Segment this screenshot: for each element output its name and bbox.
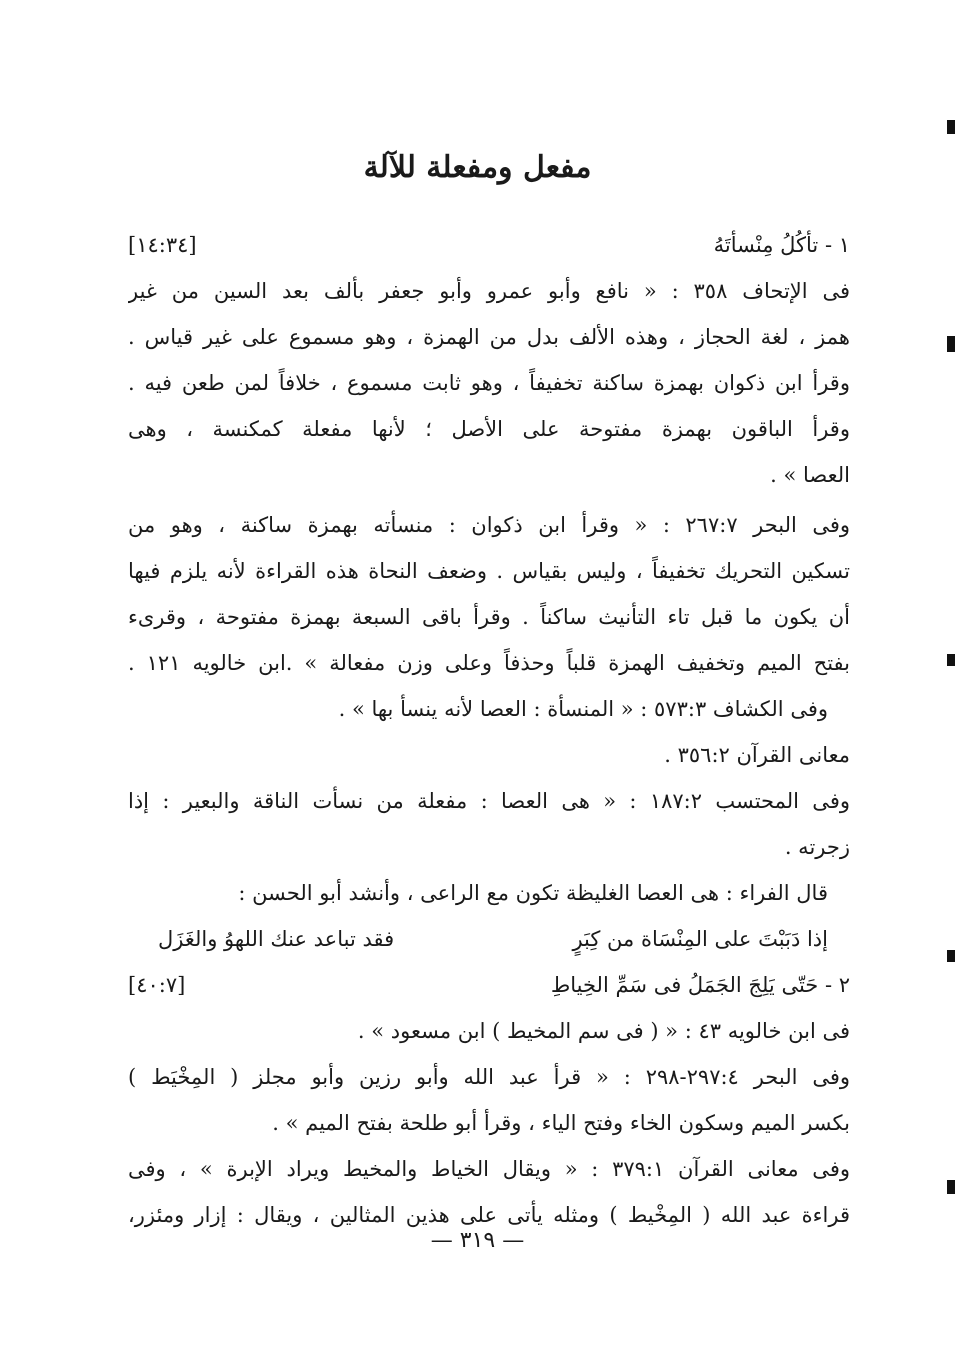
page-body bbox=[128, 222, 850, 1238]
text-line: وفى البحر ٢٩٧:٤-٢٩٨ : « قرأ عبد الله وأبو رزين وأبو مجلز ( المِخْيَط ) bbox=[128, 1065, 850, 1089]
verse-reference: [١٤:٣٤] bbox=[128, 233, 197, 257]
margin-mark bbox=[947, 950, 955, 962]
text-line: أن يكون ما قبل تاء التأنيث ساكناً . وقرأ باقى السبعة بهمزة مفتوحة ، وقرىء bbox=[128, 605, 850, 629]
text-line: قراءة عبد الله ( المِخْيط ) ومثله يأتى على هذين المثالين ، ويقال : إزار ومئزر، bbox=[128, 1203, 850, 1227]
text-line: معانى القرآن ٣٥٦:٢ . bbox=[664, 743, 850, 767]
text-line: قال الفراء : هى العصا الغليظة تكون مع الراعى ، وأنشد أبو الحسن : bbox=[238, 881, 828, 905]
margin-mark bbox=[947, 120, 955, 134]
entry-heading bbox=[128, 222, 850, 268]
verse-first-hemistich: إذا دَبَبْتَ على المِنْسَاة من كِبَرٍ bbox=[572, 927, 828, 951]
poetry-verse bbox=[128, 916, 850, 962]
entry-heading-text: ١ - تأكُلُ مِنْسأتَهُ bbox=[713, 233, 850, 257]
page-title: مفعل ومفعلة للآلة bbox=[363, 150, 592, 185]
margin-mark bbox=[947, 1180, 955, 1194]
text-line: وفى المحتسب ١٨٧:٢ : « هى العصا : مفعلة من نسأت الناقة والبعير : إذا bbox=[128, 789, 850, 813]
margin-mark bbox=[947, 654, 955, 666]
text-line: العصا » . bbox=[770, 463, 850, 487]
verse-reference: [٤٠:٧] bbox=[128, 973, 186, 997]
text-line: وفى الكشاف ٥٧٣:٣ : « المنسأة : العصا لأنه ينسأ بها » . bbox=[338, 697, 828, 721]
page-number: — ٣١٩ — bbox=[430, 1228, 525, 1253]
verse-second-hemistich: فقد تباعد عنك اللهوُ والغَزَل bbox=[158, 927, 395, 951]
text-line: وقرأ الباقون بهمزة مفتوحة على الأصل ؛ لأنها مفعلة كمكنسة ، وهى bbox=[128, 417, 850, 441]
text-line: فى الإتحاف ٣٥٨ : « نافع وأبو عمرو وأبو جعفر بألف بعد السين من غير bbox=[128, 279, 850, 303]
entry-heading bbox=[128, 962, 850, 1008]
text-line: بكسر الميم وسكون الخاء وفتح الياء ، وقرأ أبو طلحة بفتح الميم » . bbox=[272, 1111, 850, 1135]
text-line: وفى معانى القرآن ٣٧٩:١ : « ويقال الخياط والمخيط ويراد الإبرة » ، وفى bbox=[128, 1157, 850, 1181]
text-line: تسكين التحريك تخفيفاً ، وليس بقياس . وضعف النحاة هذه القراءة لأنه يلزم فيها bbox=[128, 559, 850, 583]
entry-heading-text: ٢ - حَتّى يَلِجَ الجَمَلُ فى سَمِّ الخِياطِ bbox=[550, 973, 850, 997]
text-line: زجرته . bbox=[784, 835, 850, 859]
text-line: وقرأ ابن ذكوان بهمزة ساكنة تخفيفاً ، وهو ثابت مسموع ، خلافاً لمن طعن فيه . bbox=[128, 371, 850, 395]
text-line: فى ابن خالويه ٤٣ : « ( فى سم المخيط ) ابن مسعود » . bbox=[357, 1019, 850, 1043]
margin-mark bbox=[947, 336, 955, 352]
text-line: همز ، لغة الحجاز ، وهذه الألف بدل من الهمزة ، وهو مسموع على غير قياس . bbox=[128, 325, 850, 349]
text-line: بفتح الميم وتخفيف الهمزة قلباً وحذفاً وعلى وزن مفعالة » .ابن خالويه ١٢١ . bbox=[128, 651, 850, 675]
text-line: وفى البحر ٢٦٧:٧ : « وقرأ ابن ذكوان : منسأته بهمزة ساكنة ، وهو من bbox=[128, 513, 850, 537]
